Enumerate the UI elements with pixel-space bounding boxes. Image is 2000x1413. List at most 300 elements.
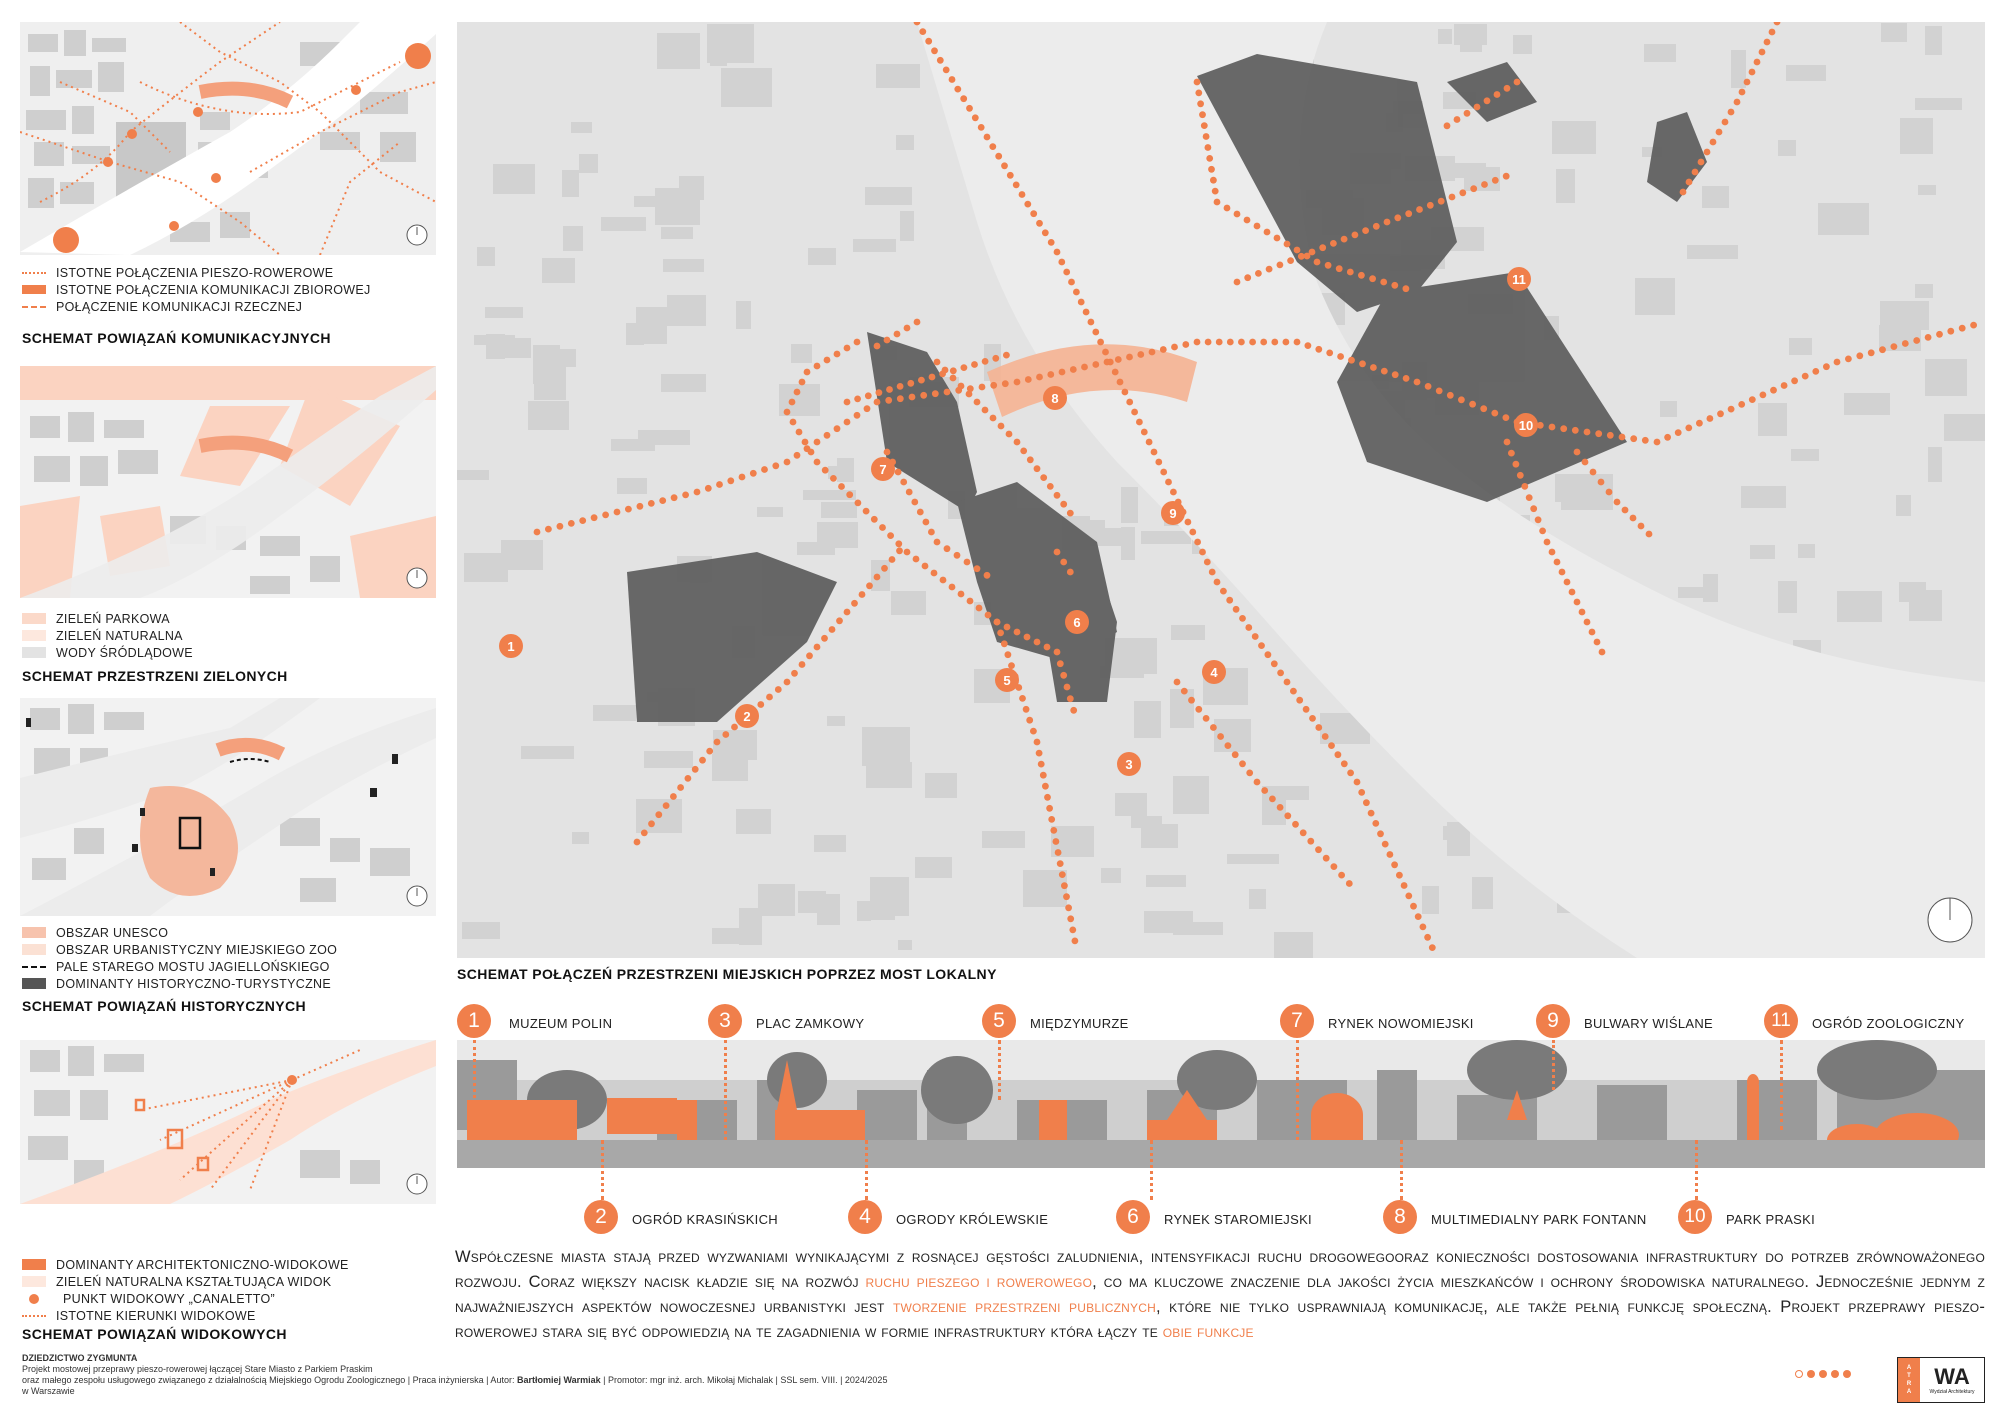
city-block — [1925, 359, 1967, 396]
city-block — [1454, 24, 1487, 45]
route-dot — [1070, 366, 1077, 373]
map-marker-label: 5 — [1003, 673, 1011, 688]
map-marker-2 — [735, 704, 759, 728]
route-dot — [1042, 229, 1049, 236]
city-block — [562, 170, 579, 197]
route-dot — [1539, 528, 1546, 535]
route-dot — [1149, 349, 1156, 356]
route-dot — [750, 470, 757, 477]
city-block — [1881, 23, 1907, 42]
route-dot — [834, 425, 841, 432]
city-block — [611, 439, 655, 451]
route-dot — [954, 86, 961, 93]
route-dot — [1054, 249, 1061, 256]
route-dot — [1346, 880, 1353, 887]
route-dot — [1325, 262, 1332, 269]
route-dot — [1504, 85, 1511, 92]
route-dot — [1048, 239, 1055, 246]
route-dot — [1104, 359, 1111, 366]
route-dot — [989, 143, 996, 150]
route-dot — [900, 479, 907, 486]
legend-label: POŁĄCZENIE KOMUNIKACJI RZECZNEJ — [56, 299, 303, 314]
route-dot — [1277, 804, 1284, 811]
page-dot — [1831, 1370, 1839, 1378]
route-dot — [1508, 450, 1515, 457]
city-block — [457, 470, 489, 480]
description-text: , które nie tylko usprawniają komunikację, ale także pełnią funkcję społeczną. Projekt przeprawy pieszo-rowerowej stara się być odpowiedzią na te zagadnienia w formie infrastruktury która łączy te — [455, 1298, 1986, 1341]
route-dot — [1707, 415, 1714, 422]
old-bridge-piles-swatch — [22, 966, 46, 968]
route-dot — [1212, 188, 1219, 195]
route-dot — [655, 811, 662, 818]
route-dot — [1181, 688, 1188, 695]
route-dot — [1220, 588, 1227, 595]
route-dot — [784, 409, 791, 416]
route-dot — [1197, 100, 1204, 107]
route-dot — [1249, 339, 1256, 346]
legend-label: ZIELEŃ NATURALNA — [56, 628, 183, 643]
route-dot — [1590, 469, 1597, 476]
route-dot — [1214, 579, 1221, 586]
route-dot — [874, 574, 881, 581]
route-dot — [1370, 364, 1377, 371]
route-dot — [1205, 144, 1212, 151]
place-badge-2: 2 — [584, 1200, 618, 1234]
route-dot — [1396, 872, 1403, 879]
city-block — [865, 187, 912, 205]
city-block — [808, 248, 836, 265]
route-dot — [974, 565, 981, 572]
map-marker-label: 4 — [1210, 665, 1218, 680]
route-dot — [1203, 715, 1210, 722]
route-dot — [824, 432, 831, 439]
route-dot — [706, 748, 713, 755]
route-dot — [922, 563, 929, 570]
route-dot — [1469, 401, 1476, 408]
route-dot — [1188, 697, 1195, 704]
route-dot — [789, 399, 796, 406]
route-dot — [1258, 642, 1265, 649]
route-dot — [1294, 247, 1301, 254]
route-dot — [1598, 479, 1605, 486]
logo-mark — [1898, 1358, 1920, 1402]
city-block — [1944, 414, 1985, 441]
route-dot — [1387, 851, 1394, 858]
route-dot — [1436, 388, 1443, 395]
route-dot — [716, 481, 723, 488]
route-dot — [699, 757, 706, 764]
route-dot — [1368, 810, 1375, 817]
city-block — [1513, 35, 1532, 54]
route-dot — [1582, 459, 1589, 466]
city-block — [1900, 118, 1933, 154]
city-block — [1227, 854, 1279, 864]
route-dot — [1481, 181, 1488, 188]
route-dot — [1155, 459, 1162, 466]
city-block — [493, 164, 535, 194]
route-dot — [1425, 383, 1432, 390]
route-dot — [739, 474, 746, 481]
route-dot — [1019, 695, 1026, 702]
route-dot — [1560, 425, 1567, 432]
route-dot — [1447, 392, 1454, 399]
route-dot — [1126, 399, 1133, 406]
route-dot — [961, 364, 968, 371]
city-block — [1741, 486, 1786, 508]
route-dot — [1544, 539, 1551, 546]
route-dot — [1254, 223, 1261, 230]
route-dot — [534, 529, 541, 536]
connector-2 — [601, 1140, 604, 1200]
route-dot — [1823, 363, 1830, 370]
route-dot — [1269, 796, 1276, 803]
city-block — [1274, 932, 1313, 958]
route-dot — [1415, 913, 1422, 920]
views-section-title: SCHEMAT POWIĄZAŃ WIDOKOWYCH — [22, 1326, 287, 1342]
route-dot — [1315, 846, 1322, 853]
city-block — [821, 502, 857, 518]
route-dot — [914, 319, 921, 326]
city-block — [1778, 581, 1797, 613]
route-dot — [1092, 361, 1099, 368]
route-dot — [954, 552, 961, 559]
route-dot — [944, 545, 951, 552]
place-label-ogrod-krasinskich: OGRÓD KRASIŃSKICH — [632, 1212, 778, 1227]
route-dot — [1307, 838, 1314, 845]
description-text: , co ma kluczowe znaczenie dla jakości życia mieszkańców i ochrony środowiska naturalnego. Jednocześnie jednym z najważniejszych aspektów nowoczesnej urbanistyki jest — [455, 1273, 1986, 1316]
route-dot — [1264, 229, 1271, 236]
route-dot — [1438, 198, 1445, 205]
route-dot — [814, 644, 821, 651]
route-dot — [1216, 339, 1223, 346]
legend-label: ZIELEŃ PARKOWA — [56, 611, 170, 626]
page-dot — [1843, 1370, 1851, 1378]
route-dot — [1764, 39, 1771, 46]
route-dot — [1503, 414, 1510, 421]
route-dot — [1559, 569, 1566, 576]
route-dot — [1599, 649, 1606, 656]
route-dot — [1856, 352, 1863, 359]
route-dot — [830, 475, 837, 482]
map-marker-label: 9 — [1169, 506, 1177, 521]
route-dot — [1053, 838, 1060, 845]
city-block — [667, 295, 706, 326]
route-dot — [1913, 337, 1920, 344]
legend-label: DOMINANTY ARCHITEKTONICZNO-WIDOKOWE — [56, 1257, 349, 1272]
city-block — [1262, 786, 1309, 800]
route-dot — [1271, 660, 1278, 667]
route-dot — [1067, 569, 1074, 576]
route-dot — [1255, 270, 1262, 277]
route-dot — [918, 377, 925, 384]
route-dot — [1171, 344, 1178, 351]
route-dot — [1572, 427, 1579, 434]
route-dot — [1424, 934, 1431, 941]
route-dot — [1174, 679, 1181, 686]
connector-8 — [1400, 1140, 1403, 1200]
route-dot — [1754, 59, 1761, 66]
city-block — [758, 884, 795, 916]
route-dot — [960, 95, 967, 102]
route-dot — [1030, 728, 1037, 735]
city-block — [712, 928, 743, 944]
route-dot — [1549, 424, 1556, 431]
route-dot — [978, 124, 985, 131]
route-dot — [863, 508, 870, 515]
route-dot — [1244, 217, 1251, 224]
route-dot — [1117, 379, 1124, 386]
route-dot — [1151, 449, 1158, 456]
connector-9 — [1552, 1040, 1555, 1090]
route-dot — [995, 153, 1002, 160]
city-block — [1786, 65, 1826, 81]
route-dot — [1480, 405, 1487, 412]
place-badge-1: 1 — [457, 1004, 491, 1038]
route-dot — [1444, 122, 1451, 129]
city-block — [1422, 886, 1439, 914]
place-label-miedzymurze: MIĘDZYMURZE — [1030, 1016, 1129, 1031]
route-dot — [1238, 339, 1245, 346]
city-block — [1561, 474, 1613, 510]
route-dot — [579, 517, 586, 524]
legend-label: DOMINANTY HISTORYCZNO-TURYSTYCZNE — [56, 976, 331, 991]
route-dot — [761, 466, 768, 473]
route-dot — [1622, 507, 1629, 514]
route-dot — [1791, 377, 1798, 384]
route-dot — [1760, 392, 1767, 399]
route-dot — [557, 523, 564, 530]
route-dot — [1254, 779, 1261, 786]
city-block — [876, 64, 920, 88]
city-block — [1798, 544, 1815, 558]
city-block — [655, 188, 700, 225]
logo-mark-letter: A — [1906, 1389, 1912, 1395]
route-dot — [1036, 220, 1043, 227]
route-dot — [1214, 199, 1221, 206]
route-dot — [1314, 259, 1321, 266]
route-dot — [871, 516, 878, 523]
logo-mark-letter: R — [1906, 1381, 1912, 1387]
route-dot — [1008, 662, 1015, 669]
route-dot — [1401, 882, 1408, 889]
place-badge-3: 3 — [708, 1004, 742, 1038]
route-dot — [1007, 172, 1014, 179]
view-green-swatch — [22, 1276, 46, 1287]
route-dot — [979, 384, 986, 391]
city-block — [644, 751, 693, 768]
route-dot — [1060, 501, 1067, 508]
route-dot — [887, 532, 894, 539]
route-dot — [1059, 871, 1066, 878]
route-dot — [1315, 724, 1322, 731]
route-dot — [1394, 214, 1401, 221]
city-block — [853, 239, 896, 252]
city-block — [1552, 121, 1596, 154]
route-dot — [1410, 903, 1417, 910]
city-block — [1750, 545, 1775, 559]
city-block — [1173, 776, 1209, 814]
route-dot — [714, 739, 721, 746]
route-dot — [1347, 770, 1354, 777]
route-dot — [1102, 349, 1109, 356]
route-dot — [829, 626, 836, 633]
city-block — [866, 762, 912, 788]
route-dot — [1594, 639, 1601, 646]
route-dot — [1261, 787, 1268, 794]
route-dot — [1036, 374, 1043, 381]
route-dot — [1210, 177, 1217, 184]
route-dot — [1303, 706, 1310, 713]
city-block — [1438, 29, 1452, 44]
route-dot — [928, 529, 935, 536]
route-dot — [874, 343, 881, 350]
route-dot — [1381, 368, 1388, 375]
map-marker-11 — [1507, 267, 1531, 291]
place-label-rynek-nowomiejski: RYNEK NOWOMIEJSKI — [1328, 1016, 1474, 1031]
communication-minimap — [20, 22, 436, 255]
city-block — [864, 905, 895, 920]
city-block — [1170, 689, 1194, 728]
route-dot — [1003, 352, 1010, 359]
map-marker-7 — [871, 457, 895, 481]
route-dot — [1013, 182, 1020, 189]
route-dot — [944, 389, 951, 396]
route-dot — [934, 359, 941, 366]
description-highlight-pedestrian: ruchu pieszego i rowerowego — [865, 1273, 1093, 1291]
map-marker-label: 8 — [1051, 391, 1059, 406]
route-dot — [1391, 861, 1398, 868]
city-block — [713, 730, 757, 760]
route-dot — [1070, 707, 1077, 714]
route-dot — [1137, 351, 1144, 358]
route-dot — [1047, 483, 1054, 490]
route-dot — [1526, 494, 1533, 501]
route-dot — [1050, 827, 1057, 834]
map-marker-5 — [995, 668, 1019, 692]
route-dot — [1336, 265, 1343, 272]
route-dot — [974, 399, 981, 406]
route-dot — [1322, 733, 1329, 740]
route-dot — [913, 556, 920, 563]
route-dot — [904, 325, 911, 332]
green-minimap — [20, 366, 436, 598]
route-dot — [929, 374, 936, 381]
route-dot — [1195, 90, 1202, 97]
historic-legend — [22, 924, 337, 992]
city-block — [477, 247, 495, 266]
route-dot — [1044, 794, 1051, 801]
public-transport-swatch — [22, 285, 46, 294]
city-block — [798, 891, 826, 913]
route-dot — [1728, 406, 1735, 413]
legend-label: ISTOTNE POŁĄCZENIA PIESZO-ROWEROWE — [56, 265, 334, 280]
route-dot — [884, 449, 891, 456]
route-dot — [1403, 285, 1410, 292]
city-block — [485, 307, 523, 318]
route-dot — [1034, 739, 1041, 746]
city-block — [1101, 868, 1121, 883]
route-dot — [1047, 371, 1054, 378]
route-dot — [1205, 339, 1212, 346]
route-dot — [1040, 772, 1047, 779]
map-marker-label: 7 — [879, 462, 887, 477]
route-dot — [1298, 253, 1305, 260]
route-dot — [855, 500, 862, 507]
route-dot — [648, 820, 655, 827]
city-block — [1121, 487, 1138, 523]
river-transport-swatch — [22, 306, 46, 308]
route-dot — [1323, 855, 1330, 862]
route-dot — [950, 367, 957, 374]
route-dot — [1504, 439, 1511, 446]
zoo-area-swatch — [22, 944, 46, 955]
place-badge-6: 6 — [1116, 1200, 1150, 1234]
city-block — [1918, 185, 1936, 195]
route-dot — [1234, 279, 1241, 286]
route-dot — [994, 619, 1001, 626]
route-dot — [1749, 69, 1756, 76]
city-block — [1146, 875, 1186, 887]
route-dot — [1195, 706, 1202, 713]
route-dot — [1260, 339, 1267, 346]
route-dot — [1046, 805, 1053, 812]
route-dot — [1358, 272, 1365, 279]
city-block — [1141, 531, 1191, 544]
route-dot — [1879, 346, 1886, 353]
connector-11 — [1780, 1040, 1783, 1130]
route-dot — [1503, 173, 1510, 180]
route-dot — [904, 549, 911, 556]
city-block — [814, 835, 846, 852]
route-dot — [854, 339, 861, 346]
route-dot — [1947, 328, 1954, 335]
route-dot — [1675, 429, 1682, 436]
city-block — [721, 68, 772, 107]
route-dot — [1554, 559, 1561, 566]
route-dot — [1027, 456, 1034, 463]
city-block — [707, 24, 754, 63]
route-dot — [1384, 219, 1391, 226]
route-dot — [1092, 329, 1099, 336]
route-dot — [1925, 334, 1932, 341]
route-dot — [1698, 159, 1705, 166]
route-dot — [1638, 523, 1645, 530]
route-dot — [637, 503, 644, 510]
route-dot — [1749, 396, 1756, 403]
route-dot — [1203, 133, 1210, 140]
route-dot — [1564, 579, 1571, 586]
route-dot — [1459, 189, 1466, 196]
route-dot — [1284, 241, 1291, 248]
city-block — [1249, 889, 1266, 909]
route-dot — [997, 630, 1004, 637]
city-block — [871, 560, 890, 591]
route-dot — [1696, 420, 1703, 427]
route-dot — [1341, 760, 1348, 767]
route-dot — [982, 407, 989, 414]
city-block — [1121, 527, 1135, 560]
place-label-park-praski: PARK PRASKI — [1726, 1212, 1816, 1227]
logo-mark-letter: A — [1906, 1365, 1912, 1371]
route-dot — [895, 469, 902, 476]
route-dot — [682, 492, 689, 499]
route-dot — [602, 512, 609, 519]
route-dot — [1227, 339, 1234, 346]
route-dot — [909, 394, 916, 401]
route-dot — [796, 429, 803, 436]
route-dot — [1868, 349, 1875, 356]
route-dot — [1060, 559, 1067, 566]
